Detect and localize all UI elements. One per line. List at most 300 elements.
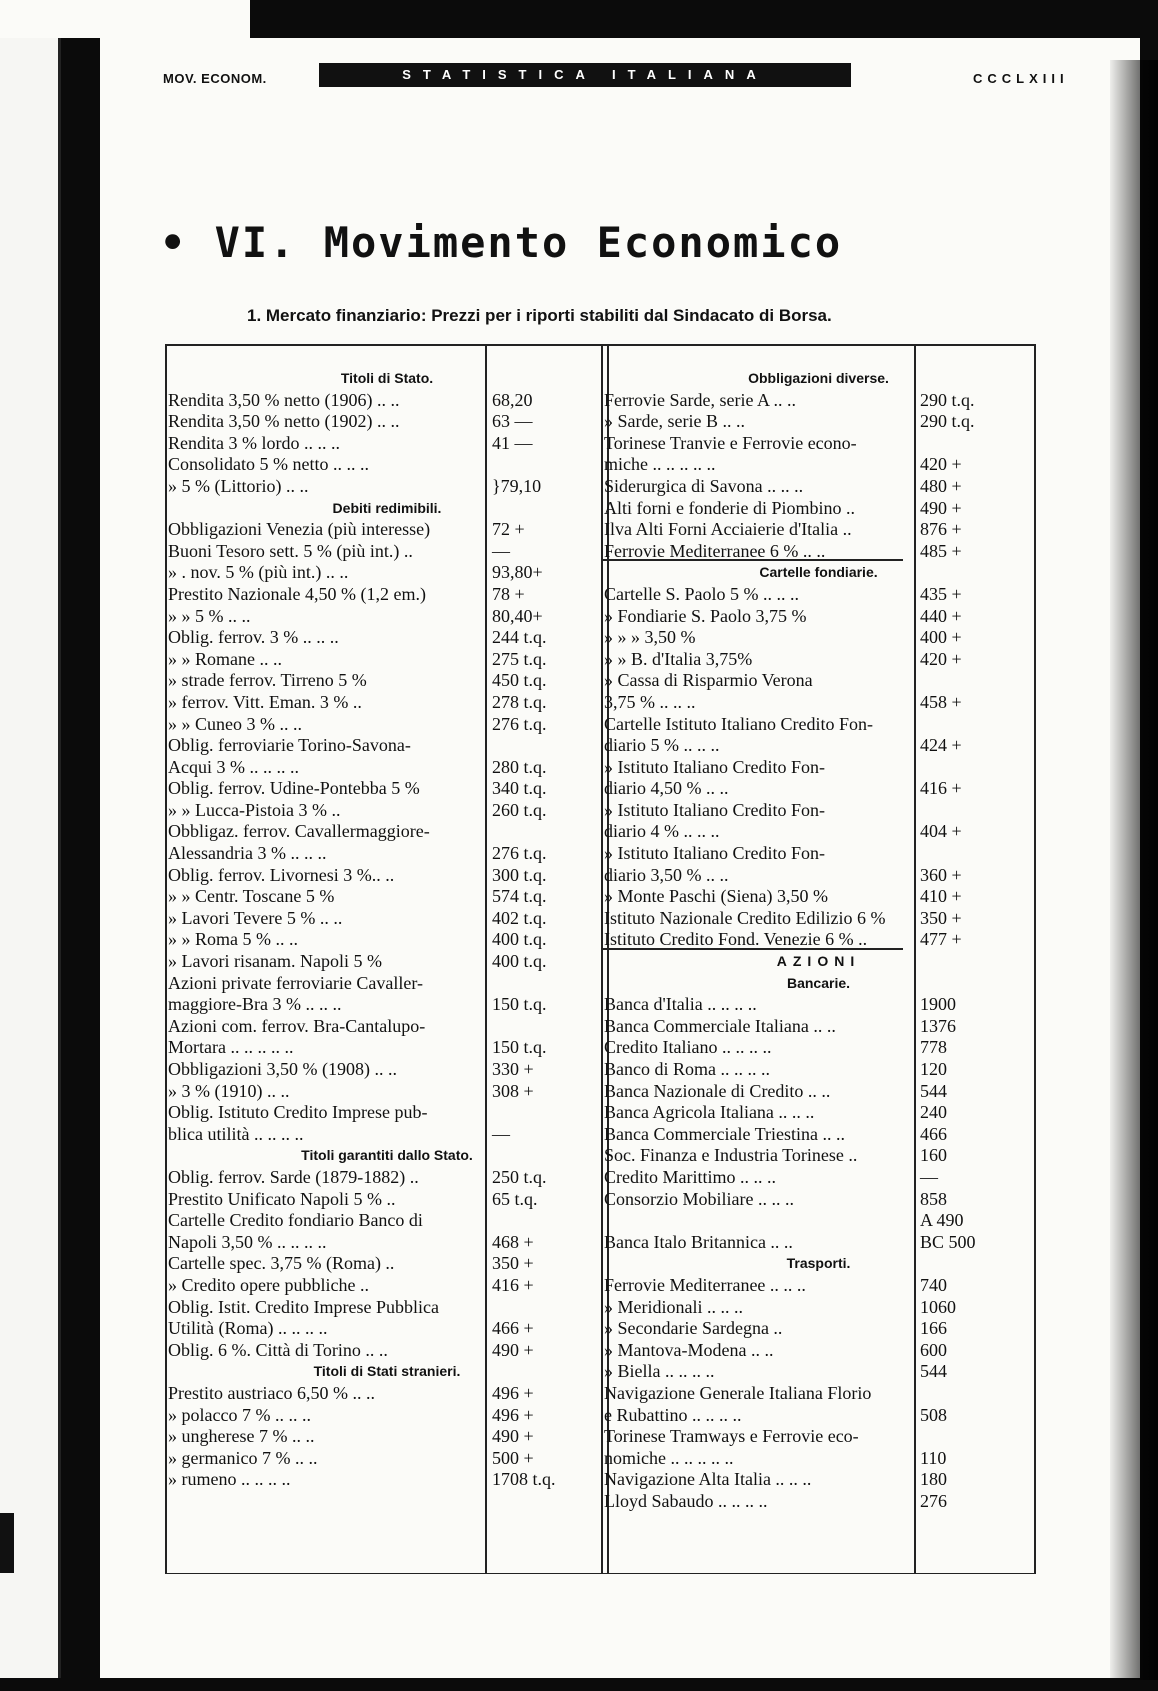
security-name: Prestito Nazionale 4,50 % (1,2 em.) (168, 583, 426, 604)
table-row (601, 714, 1036, 736)
security-name: Prestito Unificato Napoli 5 % .. (168, 1188, 396, 1209)
table-row (165, 519, 609, 541)
price-value: — (492, 1123, 510, 1144)
security-name: Rendita 3 % lordo .. .. .. (168, 432, 340, 453)
table-section-header (601, 951, 1036, 973)
price-value: 466 (920, 1123, 947, 1144)
price-value: 574 t.q. (492, 886, 547, 907)
security-name: Alessandria 3 % .. .. .. (168, 843, 327, 864)
security-name: » ferrov. Vitt. Eman. 3 % .. (168, 691, 362, 712)
price-value: 65 t.q. (492, 1188, 538, 1209)
table-row (165, 1253, 609, 1275)
document-page (100, 38, 1140, 1678)
table-row (601, 390, 1036, 412)
security-name: » Secondarie Sardegna .. (604, 1318, 783, 1339)
table-row (165, 627, 609, 649)
table-row (601, 541, 1036, 563)
group-underline (603, 948, 903, 950)
table-row (165, 1448, 609, 1470)
table-section-header (165, 498, 609, 520)
table-row (601, 1405, 1036, 1427)
table-row (601, 1081, 1036, 1103)
security-name: Napoli 3,50 % .. .. .. .. (168, 1231, 327, 1252)
security-name: Oblig. Istituto Credito Imprese pub- (168, 1102, 428, 1123)
price-value: 300 t.q. (492, 864, 547, 885)
section-header-label: AZIONI (776, 953, 861, 970)
table-row (601, 1167, 1036, 1189)
security-name: Ferrovie Sarde, serie A .. .. (604, 389, 796, 410)
table-row (165, 433, 609, 455)
price-value: 490 + (920, 497, 962, 518)
price-value: 166 (920, 1318, 947, 1339)
security-name: Cartelle spec. 3,75 % (Roma) .. (168, 1253, 395, 1274)
price-value: 544 (920, 1080, 947, 1101)
table-row (165, 800, 609, 822)
table-section-header (601, 973, 1036, 995)
security-name: Mortara .. .. .. .. .. (168, 1037, 294, 1058)
price-value: 1060 (920, 1296, 956, 1317)
price-value: 68,20 (492, 389, 533, 410)
security-name: e Rubattino .. .. .. .. (604, 1404, 742, 1425)
section-header-label: Titoli di Stato. (340, 370, 434, 386)
security-name: Banca Italo Britannica .. .. (604, 1231, 793, 1252)
table-row (165, 670, 609, 692)
section-title: • VI. Movimento Economico (160, 218, 843, 267)
table-subtitle: 1. Mercato finanziario: Prezzi per i riporti stabiliti dal Sindacato di Borsa. (247, 306, 832, 325)
right-price-table (601, 344, 1036, 1574)
price-value: 480 + (920, 475, 962, 496)
security-name: Rendita 3,50 % netto (1902) .. .. (168, 411, 400, 432)
table-row (165, 1102, 609, 1124)
table-row (165, 1232, 609, 1254)
table-row (601, 606, 1036, 628)
price-value: 416 + (920, 778, 962, 799)
security-name: » » Lucca-Pistoia 3 % .. (168, 799, 341, 820)
price-value: 110 (920, 1447, 947, 1468)
table-row (165, 865, 609, 887)
security-name: » Istituto Italiano Credito Fon- (604, 843, 825, 864)
running-head (163, 63, 1069, 93)
table-row (601, 1297, 1036, 1319)
table-row (165, 735, 609, 757)
table-row (601, 627, 1036, 649)
price-value: 275 t.q. (492, 648, 547, 669)
table-row (165, 584, 609, 606)
price-value: 424 + (920, 735, 962, 756)
security-name: Obbligaz. ferrov. Cavallermaggiore- (168, 821, 430, 842)
security-name: Oblig. ferrov. Livornesi 3 %.. .. (168, 864, 395, 885)
table-row (165, 1318, 609, 1340)
table-section-header (165, 368, 609, 390)
price-value: }79,10 (492, 475, 542, 496)
security-name: Istituto Credito Fond. Venezie 6 % .. (604, 929, 868, 950)
table-row (601, 498, 1036, 520)
table-row (165, 1189, 609, 1211)
price-value: 490 + (492, 1426, 534, 1447)
price-value: 276 t.q. (492, 843, 547, 864)
security-name: Banca Agricola Italiana .. .. .. (604, 1102, 815, 1123)
table-row (165, 1426, 609, 1448)
security-name: Obbligazioni Venezia (più interesse) (168, 519, 431, 540)
security-name: diario 4 % .. .. .. (604, 821, 720, 842)
security-name: Ferrovie Mediterranee .. .. .. (604, 1274, 806, 1295)
price-value: — (920, 1166, 938, 1187)
table-row (601, 1448, 1036, 1470)
page-gutter-shadow (1110, 60, 1158, 1680)
security-name: » Istituto Italiano Credito Fon- (604, 799, 825, 820)
price-value: 308 + (492, 1080, 534, 1101)
table-row (165, 1016, 609, 1038)
security-name: diario 5 % .. .. .. (604, 735, 720, 756)
table-row (165, 390, 609, 412)
security-name: » strade ferrov. Tirreno 5 % (168, 670, 367, 691)
security-name: Consorzio Mobiliare .. .. .. (604, 1188, 794, 1209)
section-header-label: Debiti redimibili. (332, 499, 442, 516)
security-name: » Credito opere pubbliche .. (168, 1274, 369, 1295)
security-name: » 3 % (1910) .. .. (168, 1080, 290, 1101)
price-value: 240 (920, 1102, 947, 1123)
security-name: diario 4,50 % .. .. (604, 778, 729, 799)
price-value: 466 + (492, 1318, 534, 1339)
table-row (165, 1037, 609, 1059)
section-header-label: Bancarie. (786, 974, 851, 991)
table-row (165, 606, 609, 628)
price-value: 402 t.q. (492, 907, 547, 928)
table-row (165, 1059, 609, 1081)
table-row (601, 476, 1036, 498)
table-row (601, 1383, 1036, 1405)
security-name: maggiore-Bra 3 % .. .. .. (168, 994, 342, 1015)
table-row (601, 865, 1036, 887)
price-value: 600 (920, 1339, 947, 1360)
table-row (165, 1210, 609, 1232)
security-name: Istituto Nazionale Credito Edilizio 6 % (604, 907, 886, 928)
price-value: 485 + (920, 540, 962, 561)
security-name: Ferrovie Mediterranee 6 % .. .. (604, 540, 826, 561)
security-name: » Cassa di Risparmio Verona (604, 670, 813, 691)
price-value: 280 t.q. (492, 756, 547, 777)
price-value: 410 + (920, 886, 962, 907)
price-value: 1900 (920, 994, 956, 1015)
table-row (601, 670, 1036, 692)
table-row (165, 1340, 609, 1362)
security-name: Oblig. ferrov. Sarde (1879-1882) .. (168, 1166, 419, 1187)
section-header-label: Titoli di Stati stranieri. (313, 1363, 461, 1380)
table-row (601, 1232, 1036, 1254)
table-row (601, 519, 1036, 541)
security-name: Buoni Tesoro sett. 5 % (più int.) .. (168, 540, 413, 561)
table-section-header (601, 1253, 1036, 1275)
security-name: Torinese Tranvie e Ferrovie econo- (604, 432, 857, 453)
price-value: 1376 (920, 1015, 956, 1036)
price-value: 876 + (920, 519, 962, 540)
section-header-label: Trasporti. (786, 1255, 851, 1272)
table-section-header (601, 368, 1036, 390)
price-value: 150 t.q. (492, 994, 547, 1015)
price-value: 41 — (492, 432, 533, 453)
price-value: 244 t.q. (492, 627, 547, 648)
security-name: » Mantova-Modena .. .. (604, 1339, 774, 1360)
security-name: Banca Commerciale Triestina .. .. (604, 1123, 845, 1144)
table-row (601, 994, 1036, 1016)
security-name: » Monte Paschi (Siena) 3,50 % (604, 886, 828, 907)
table-row (165, 951, 609, 973)
price-value: 72 + (492, 519, 525, 540)
security-name: Lloyd Sabaudo .. .. .. .. (604, 1490, 768, 1511)
security-name: » » Centr. Toscane 5 % (168, 886, 335, 907)
security-name: Prestito austriaco 6,50 % .. .. (168, 1382, 375, 1403)
security-name: » ungherese 7 % .. .. (168, 1426, 315, 1447)
price-value: 778 (920, 1037, 947, 1058)
security-name: » » 5 % .. .. (168, 605, 251, 626)
section-header-label: Cartelle fondiarie. (759, 564, 878, 581)
security-name: Banca d'Italia .. .. .. .. (604, 994, 757, 1015)
security-name: Cartelle Istituto Italiano Credito Fon- (604, 713, 873, 734)
price-value: 276 t.q. (492, 713, 547, 734)
price-value: 160 (920, 1145, 947, 1166)
price-value: 276 (920, 1490, 947, 1511)
security-name: » 5 % (Littorio) .. .. (168, 475, 309, 496)
price-value: 290 t.q. (920, 411, 975, 432)
left-price-table (165, 344, 609, 1574)
price-value: 416 + (492, 1274, 534, 1295)
price-value: 544 (920, 1361, 947, 1382)
security-name: Navigazione Generale Italiana Florio (604, 1382, 872, 1403)
security-name: Credito Italiano .. .. .. .. (604, 1037, 772, 1058)
scan-top-border (0, 0, 1158, 38)
security-name: Utilità (Roma) .. .. .. .. (168, 1318, 328, 1339)
table-row (165, 843, 609, 865)
price-value: 278 t.q. (492, 691, 547, 712)
table-row (601, 1102, 1036, 1124)
price-value: A 490 (920, 1210, 964, 1231)
security-name: Banca Commerciale Italiana .. .. (604, 1015, 836, 1036)
price-value: 496 + (492, 1404, 534, 1425)
security-name: » » Roma 5 % .. .. (168, 929, 298, 950)
table-row (601, 1124, 1036, 1146)
table-row (165, 1124, 609, 1146)
price-value: 78 + (492, 583, 525, 604)
security-name: Cartelle S. Paolo 5 % .. .. .. (604, 583, 799, 604)
security-name: » » Cuneo 3 % .. .. (168, 713, 302, 734)
table-row (165, 562, 609, 584)
table-row (601, 1469, 1036, 1491)
table-row (601, 692, 1036, 714)
security-name: » Sarde, serie B .. .. (604, 411, 745, 432)
security-name: Oblig. 6 %. Città di Torino .. .. (168, 1339, 388, 1360)
table-row (601, 1361, 1036, 1383)
security-name: Oblig. ferrov. Udine-Pontebba 5 % (168, 778, 420, 799)
table-row (601, 1016, 1036, 1038)
security-name: Soc. Finanza e Industria Torinese .. (604, 1145, 858, 1166)
price-value: 500 + (492, 1447, 534, 1468)
table-row (601, 1210, 1036, 1232)
security-name: Navigazione Alta Italia .. .. .. (604, 1469, 812, 1490)
security-name: Rendita 3,50 % netto (1906) .. .. (168, 389, 400, 410)
table-row (601, 1145, 1036, 1167)
table-row (165, 1405, 609, 1427)
security-name: miche .. .. .. .. .. (604, 454, 716, 475)
table-row (165, 757, 609, 779)
price-value: 400 t.q. (492, 929, 547, 950)
table-row (601, 735, 1036, 757)
security-name: Acqui 3 % .. .. .. .. (168, 756, 299, 777)
security-name: » rumeno .. .. .. .. (168, 1469, 291, 1490)
table-row (165, 649, 609, 671)
facing-page-edge (0, 38, 61, 1678)
table-row (165, 1081, 609, 1103)
table-row (165, 1469, 609, 1491)
table-row (601, 800, 1036, 822)
price-value: 93,80+ (492, 562, 543, 583)
table-row (601, 1318, 1036, 1340)
price-value: 150 t.q. (492, 1037, 547, 1058)
table-row (601, 1491, 1036, 1513)
security-name: Consolidato 5 % netto .. .. .. (168, 454, 369, 475)
price-value: 858 (920, 1188, 947, 1209)
security-name: Azioni private ferroviarie Cavaller- (168, 972, 424, 993)
price-value: 80,40+ (492, 605, 543, 626)
security-name: Torinese Tramways e Ferrovie eco- (604, 1426, 859, 1447)
price-value: 400 t.q. (492, 951, 547, 972)
table-row (601, 649, 1036, 671)
table-row (165, 886, 609, 908)
security-name: Oblig. Istit. Credito Imprese Pubblica (168, 1296, 439, 1317)
security-name: » Meridionali .. .. .. (604, 1296, 743, 1317)
running-head-center: STATISTICA ITALIANA (319, 63, 851, 87)
table-row (601, 821, 1036, 843)
price-value: 435 + (920, 583, 962, 604)
table-row (601, 843, 1036, 865)
table-row (601, 1340, 1036, 1362)
table-row (601, 886, 1036, 908)
right-table-rows (601, 368, 1036, 1512)
table-row (601, 908, 1036, 930)
section-header-label: Obbligazioni diverse. (748, 370, 889, 386)
table-row (601, 1426, 1036, 1448)
security-name: 3,75 % .. .. .. (604, 691, 696, 712)
security-name: blica utilità .. .. .. .. (168, 1123, 304, 1144)
table-section-header (165, 1361, 609, 1383)
security-name: » Istituto Italiano Credito Fon- (604, 756, 825, 777)
security-name: » Lavori Tevere 5 % .. .. (168, 907, 343, 928)
table-row (601, 757, 1036, 779)
table-row (165, 778, 609, 800)
security-name: » . nov. 5 % (più int.) .. .. (168, 562, 349, 583)
security-name: nomiche .. .. .. .. .. (604, 1447, 734, 1468)
table-row (165, 476, 609, 498)
price-value: 350 + (920, 907, 962, 928)
table-row (601, 411, 1036, 433)
price-value: 340 t.q. (492, 778, 547, 799)
table-row (165, 692, 609, 714)
price-value: 420 + (920, 648, 962, 669)
table-row (601, 433, 1036, 455)
security-name: » germanico 7 % .. .. (168, 1447, 318, 1468)
table-row (601, 454, 1036, 476)
table-row (165, 541, 609, 563)
price-value: 260 t.q. (492, 799, 547, 820)
price-value: 400 + (920, 627, 962, 648)
security-name: » Fondiarie S. Paolo 3,75 % (604, 605, 807, 626)
page-number-roman: CCCLXIII (973, 71, 1069, 86)
table-row (601, 1275, 1036, 1297)
table-row (601, 929, 1036, 951)
security-name: Obbligazioni 3,50 % (1908) .. .. (168, 1059, 397, 1079)
price-value: BC 500 (920, 1231, 976, 1252)
price-value: 250 t.q. (492, 1166, 547, 1187)
table-row (601, 1059, 1036, 1081)
security-name: » Biella .. .. .. .. (604, 1361, 715, 1382)
table-row (165, 973, 609, 995)
price-value: 330 + (492, 1059, 534, 1079)
table-row (165, 1167, 609, 1189)
price-value: — (492, 540, 510, 561)
price-value: 350 + (492, 1253, 534, 1274)
table-row (165, 714, 609, 736)
security-name: » polacco 7 % .. .. .. (168, 1404, 311, 1425)
security-name: Banca Nazionale di Credito .. .. (604, 1080, 831, 1101)
security-name: Siderurgica di Savona .. .. .. (604, 475, 804, 496)
price-value: 290 t.q. (920, 389, 975, 410)
price-value: 496 + (492, 1382, 534, 1403)
running-head-left: MOV. ECONOM. (163, 71, 267, 86)
table-row (165, 908, 609, 930)
security-name: Cartelle Credito fondiario Banco di (168, 1210, 423, 1231)
price-value: 420 + (920, 454, 962, 475)
price-value: 360 + (920, 864, 962, 885)
table-row (165, 1297, 609, 1319)
price-value: 477 + (920, 929, 962, 950)
price-value: 120 (920, 1059, 947, 1079)
price-value: 740 (920, 1274, 947, 1295)
security-name: Credito Marittimo .. .. .. (604, 1166, 776, 1187)
left-table-rows (165, 368, 609, 1491)
security-name: Banco di Roma .. .. .. .. (604, 1059, 770, 1079)
price-value: 468 + (492, 1231, 534, 1252)
table-row (165, 454, 609, 476)
security-name: Oblig. ferrov. 3 % .. .. .. (168, 627, 339, 648)
security-name: Ilva Alti Forni Acciaierie d'Italia .. (604, 519, 852, 540)
security-name: » » B. d'Italia 3,75% (604, 648, 753, 669)
security-name: Alti forni e fonderie di Piombino .. (604, 497, 855, 518)
table-section-header (165, 1145, 609, 1167)
price-value: 63 — (492, 411, 533, 432)
group-underline (603, 559, 903, 561)
security-name: Oblig. ferroviarie Torino-Savona- (168, 735, 411, 756)
price-value: 404 + (920, 821, 962, 842)
security-name: » Lavori risanam. Napoli 5 % (168, 951, 382, 972)
table-row (601, 778, 1036, 800)
table-row (165, 1383, 609, 1405)
table-row (601, 584, 1036, 606)
table-row (601, 1189, 1036, 1211)
price-value: 180 (920, 1469, 947, 1490)
price-value: 1708 t.q. (492, 1469, 556, 1490)
table-section-header (601, 562, 1036, 584)
table-row (165, 411, 609, 433)
table-row (165, 821, 609, 843)
section-header-label: Titoli garantiti dallo Stato. (301, 1147, 473, 1164)
security-name: » » » 3,50 % (604, 627, 696, 648)
security-name: diario 3,50 % .. .. (604, 864, 729, 885)
price-value: 490 + (492, 1339, 534, 1360)
table-row (165, 1275, 609, 1297)
table-row (165, 929, 609, 951)
security-name: Azioni com. ferrov. Bra-Cantalupo- (168, 1015, 426, 1036)
table-row (165, 994, 609, 1016)
table-row (601, 1037, 1036, 1059)
